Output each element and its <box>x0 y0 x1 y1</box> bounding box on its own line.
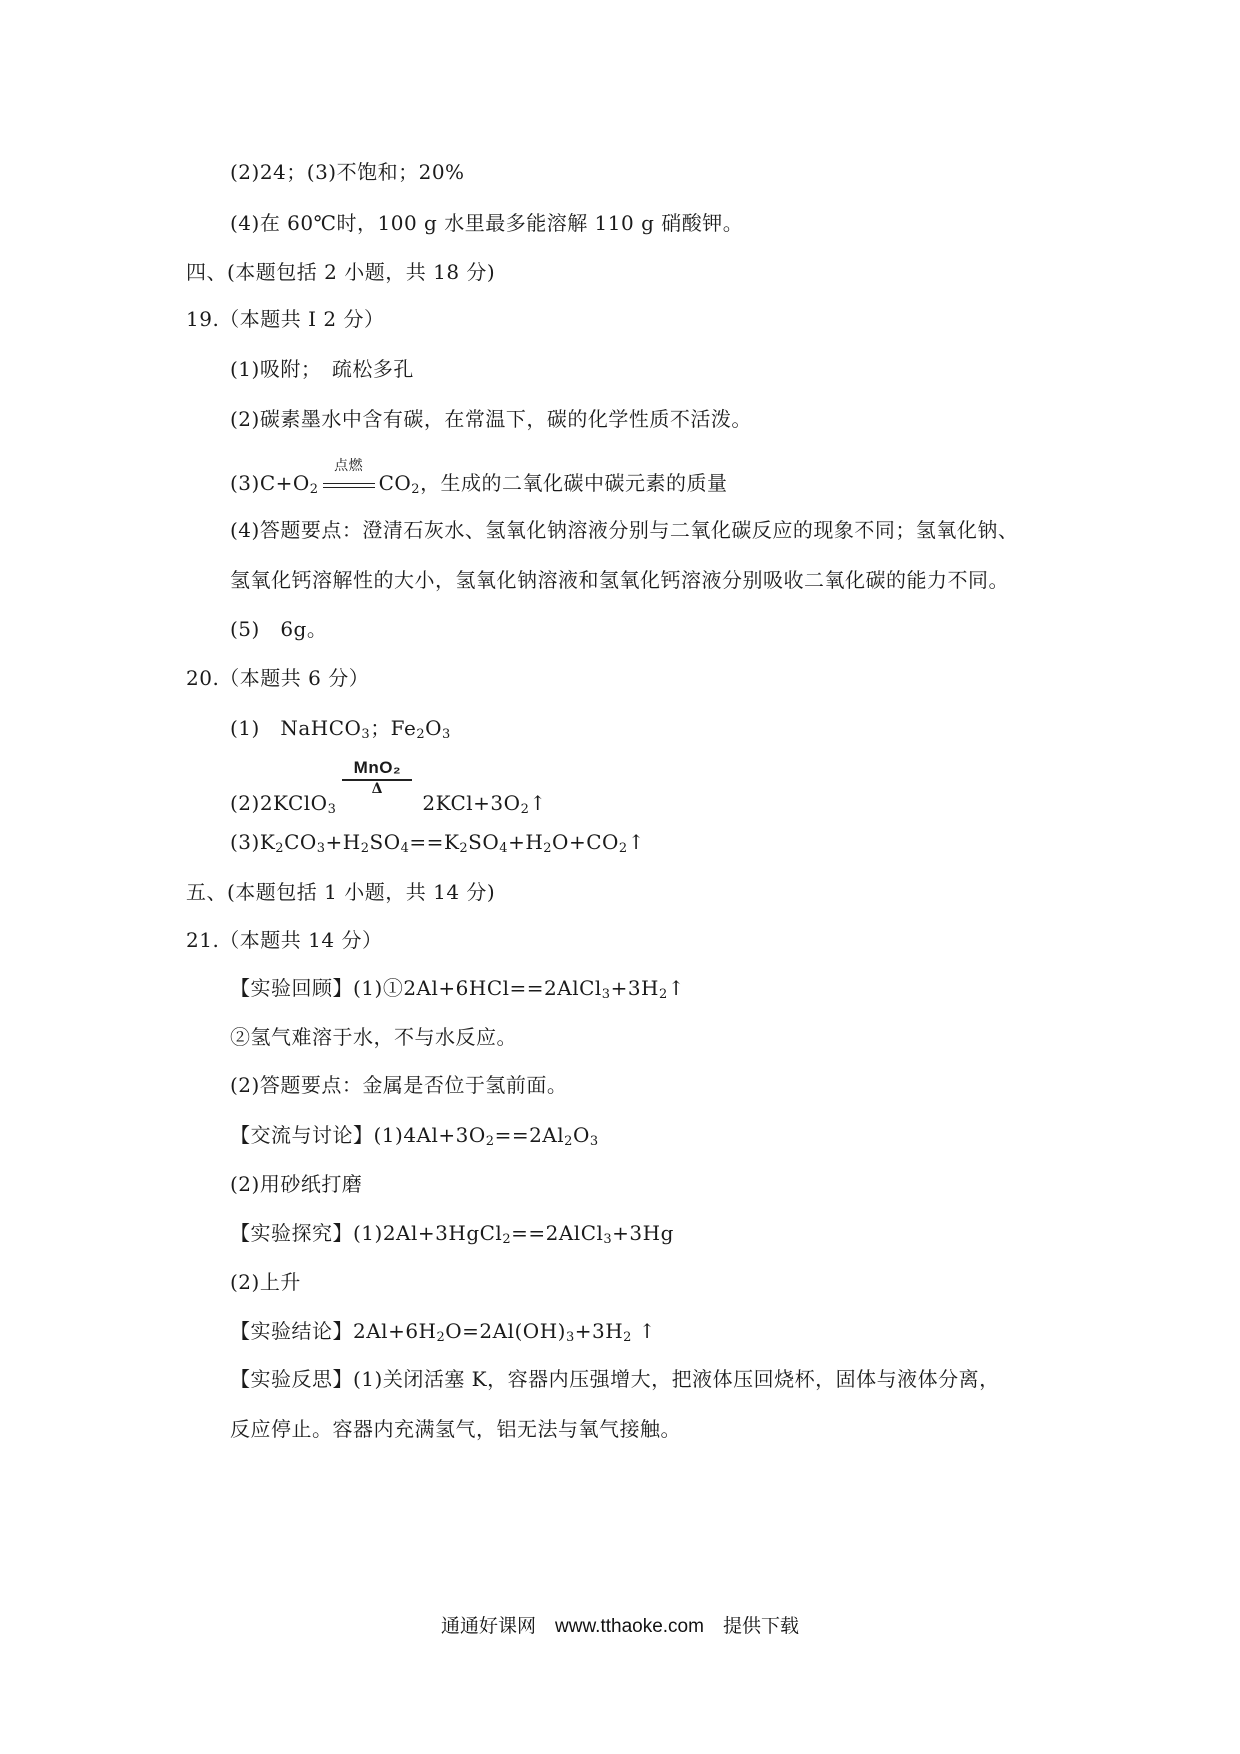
equals-bars <box>323 483 375 488</box>
answer-line: 【实验反思】(1)关闭活塞 K，容器内压强增大，把液体压回烧杯，固体与液体分离， <box>230 1367 1000 1391</box>
section-heading: 四、(本题包括 2 小题，共 18 分) <box>186 260 496 284</box>
question-heading: 19.（本题共 I 2 分） <box>186 307 385 331</box>
answer-line: (2)24；(3)不饱和；20% <box>230 160 465 184</box>
answer-line: (4)答题要点：澄清石灰水、氢氧化钠溶液分别与二氧化碳反应的现象不同；氢氧化钠、 <box>230 518 1019 542</box>
answer-line: ②氢气难溶于水，不与水反应。 <box>230 1025 517 1049</box>
reaction-condition <box>342 758 412 817</box>
equation-line: 【实验结论】$2Al+6H_2O=2Al(OH)_3+3H_2$ ↑ <box>230 1319 657 1345</box>
equation-line <box>230 458 728 497</box>
heat-symbol: Δ <box>371 781 384 797</box>
answer-line: (4)在 60℃时，100 g 水里最多能溶解 110 g 硝酸钾。 <box>230 211 744 235</box>
subscript: 2 <box>309 482 319 497</box>
answer-line: (2)用砂纸打磨 <box>230 1172 363 1196</box>
subscript: 2 <box>411 482 421 497</box>
equation-line: 【实验回顾】$(1)①2Al+6HCl==2AlCl_3+3H_2↑$ <box>230 976 686 1002</box>
text-span: 2KCl+3O <box>422 791 521 815</box>
page-footer: 通通好课网 www.tthaoke.com 提供下载 <box>441 1616 799 1637</box>
text-span: (3)C+O <box>230 471 310 495</box>
answer-line: (5) 6g。 <box>230 617 328 641</box>
subscript: 3 <box>442 727 451 742</box>
up-arrow: ↑ <box>529 791 547 815</box>
equation-line: 【交流与讨论】$(1)4Al+3O_2==2Al_2O_3$ <box>230 1123 599 1149</box>
text-span: ；Fe <box>370 716 417 740</box>
subscript: 3 <box>361 727 371 742</box>
answer-line <box>230 714 451 742</box>
text-span: (2)2KClO <box>230 791 328 815</box>
question-heading: 21.（本题共 14 分） <box>186 928 383 952</box>
text-span: CO <box>378 471 412 495</box>
answer-line: 氢氧化钙溶解性的大小，氢氧化钠溶液和氢氧化钙溶液分别吸收二氧化碳的能力不同。 <box>230 568 1009 592</box>
reaction-condition <box>321 458 377 497</box>
equation-line: $(3)K_2CO_3+H_2SO_4==K_2SO_4+H_2O+CO_2↑$ <box>230 830 645 856</box>
answer-line: (1)吸附； 疏松多孔 <box>230 357 414 381</box>
catalyst-label: MnO₂ <box>353 758 401 777</box>
subscript: 2 <box>416 727 426 742</box>
question-heading: 20.（本题共 6 分） <box>186 666 370 690</box>
text-span: O <box>425 716 442 740</box>
text-span: ，生成的二氧化碳中碳元素的质量 <box>420 471 728 495</box>
answer-line: (2)上升 <box>230 1270 301 1294</box>
subscript: 3 <box>327 802 337 817</box>
answer-line: (2)碳素墨水中含有碳，在常温下，碳的化学性质不活泼。 <box>230 407 752 431</box>
answer-line: (2)答题要点：金属是否位于氢前面。 <box>230 1073 568 1097</box>
equation-line <box>230 758 547 817</box>
subscript: 2 <box>520 802 530 817</box>
text-span: (1) NaHCO <box>230 716 362 740</box>
answer-line: 反应停止。容器内充满氢气，铝无法与氧气接触。 <box>230 1417 681 1441</box>
section-heading: 五、(本题包括 1 小题，共 14 分) <box>186 880 496 904</box>
equation-line: 【实验探究】(1)2Al+3HgCl$_2$==2AlCl$_3$+3Hg <box>230 1221 674 1247</box>
condition-label: 点燃 <box>334 458 364 474</box>
